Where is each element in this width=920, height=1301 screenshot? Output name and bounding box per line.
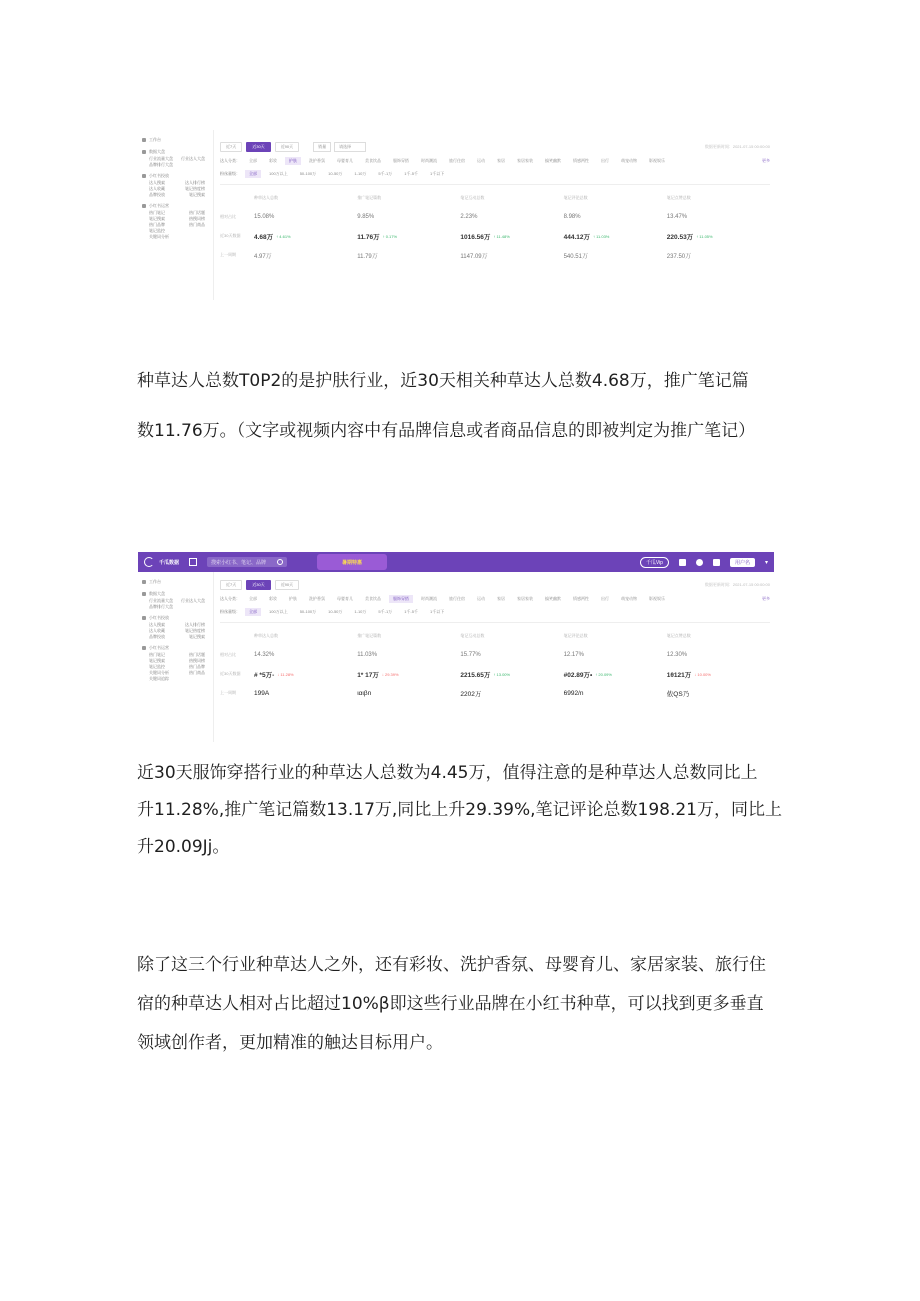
- divider: [220, 622, 770, 623]
- ratio-value: 15.08%: [254, 214, 275, 220]
- current-value-cell: [667, 229, 770, 243]
- filter-chip[interactable]: 100万以上: [269, 608, 288, 614]
- ratio-value: 9.85%: [357, 214, 375, 220]
- previous-value: 237.50万: [666, 253, 692, 260]
- filter-chip[interactable]: 时尚潮流: [421, 595, 437, 601]
- current-value-cell: [564, 229, 667, 243]
- current-value: #02.89万•: [563, 671, 593, 679]
- sidebar-section[interactable]: [142, 644, 213, 652]
- previous-value: 1147.09万: [460, 253, 488, 260]
- category-filter: [220, 592, 770, 605]
- ratio-value: 15.77%: [460, 652, 481, 658]
- sidebar-section-label: 小红书投放: [149, 615, 169, 620]
- filter-chip[interactable]: 10-50万: [328, 608, 343, 614]
- current-value: 1θ121万: [666, 671, 692, 679]
- stat-header: 推广笔记篇数: [357, 195, 382, 200]
- sidebar-section[interactable]: [142, 202, 213, 210]
- current-value: # *5万-: [254, 671, 275, 679]
- stat-header: 笔记评论总数: [563, 633, 588, 638]
- filter-chip[interactable]: 彩妆: [269, 157, 277, 163]
- filter-chip[interactable]: 服饰穿搭: [389, 595, 413, 603]
- sidebar-item[interactable]: 热门商品: [189, 670, 205, 675]
- sidebar-item[interactable]: 热门笔记: [149, 210, 165, 215]
- sidebar-section[interactable]: [142, 172, 213, 180]
- filter-chip[interactable]: 洗护香氛: [309, 595, 325, 601]
- user-menu[interactable]: 用户名: [730, 558, 755, 567]
- message-icon[interactable]: [713, 559, 720, 566]
- filter-chip[interactable]: 护肤: [285, 157, 301, 165]
- row-label: 近30天数据: [220, 233, 241, 238]
- sidebar-item[interactable]: 笔记搜索: [189, 634, 205, 639]
- dashboard-screenshot-apparel: [138, 552, 774, 742]
- vip-button[interactable]: 千瓜Vip: [640, 557, 669, 568]
- fan-level-filter: [220, 167, 770, 180]
- section-icon: [142, 138, 146, 142]
- previous-value: 540.51万: [563, 253, 588, 260]
- change-badge: ↓ 10.00%: [694, 671, 711, 677]
- current-value: 4.68万: [254, 233, 274, 241]
- change-badge: ↑ 11.48%: [493, 233, 510, 239]
- current-value-cell: [254, 229, 357, 243]
- sidebar-section[interactable]: [142, 578, 213, 586]
- filter-label: 达人分类：: [220, 157, 240, 163]
- sidebar-item[interactable]: 行业达人大盘: [181, 156, 205, 161]
- brand-logo-icon: [144, 557, 154, 567]
- sidebar-item[interactable]: 关键词分析: [149, 234, 169, 239]
- filter-chip[interactable]: 运动: [477, 157, 485, 163]
- sidebar-section[interactable]: [142, 614, 213, 622]
- time-tabs: [220, 578, 770, 592]
- row-label: 相对占比: [220, 214, 236, 219]
- sidebar-item[interactable]: 笔记搜索: [149, 658, 165, 663]
- filter-chip[interactable]: 家居家装: [517, 595, 533, 601]
- promo-banner[interactable]: 暑期特惠: [317, 554, 387, 570]
- change-badge: ↑ 11.03%: [592, 233, 610, 239]
- ratio-value: 8.98%: [563, 214, 581, 220]
- filter-chip[interactable]: 1千-5千: [404, 608, 418, 614]
- filter-chip[interactable]: 1-10万: [354, 608, 367, 614]
- previous-value: 6992/n: [563, 689, 584, 697]
- filter-chip[interactable]: 出行: [601, 157, 609, 163]
- filter-chip[interactable]: 运动: [477, 595, 485, 601]
- sidebar-section-label: 工作台: [149, 137, 161, 142]
- stat-header: 种草达人总数: [254, 633, 278, 638]
- main-panel: [220, 140, 770, 262]
- sidebar-item[interactable]: 品牌排行大盘: [149, 162, 173, 167]
- text-line: 种草达人总数T0P2的是护肤行业，近30天相关种草达人总数4.68万，推广笔记篇: [137, 371, 749, 391]
- divider: [220, 184, 770, 185]
- sidebar-section-label: 小红书投放: [149, 173, 169, 178]
- filter-chip[interactable]: 全部: [249, 157, 257, 163]
- sidebar-item[interactable]: 行业达人大盘: [181, 598, 205, 603]
- ratio-value: 2.23%: [460, 214, 478, 220]
- current-value: 1016.56万: [460, 233, 491, 241]
- filter-chip[interactable]: 萌宠动物: [621, 595, 637, 601]
- previous-value: 199A: [254, 689, 270, 697]
- sidebar-item[interactable]: 达人搜索: [149, 622, 165, 627]
- sidebar-item[interactable]: 达人排行榜: [185, 622, 205, 627]
- filter-label: 粉丝量级：: [220, 608, 240, 614]
- sidebar-section-label: 数据大盘: [149, 149, 165, 154]
- current-value-cell: [460, 229, 563, 243]
- apps-icon[interactable]: [679, 559, 686, 566]
- apps-grid-icon[interactable]: [189, 558, 197, 566]
- filter-chip[interactable]: 彩妆: [269, 595, 277, 601]
- current-value-cell: [254, 667, 357, 681]
- more-filters-link[interactable]: 更多: [762, 157, 770, 163]
- sidebar-item[interactable]: 达人排行榜: [185, 180, 205, 185]
- sidebar-item[interactable]: 达人收藏: [149, 628, 165, 633]
- filter-chip[interactable]: 100万以上: [269, 170, 288, 176]
- sidebar-item[interactable]: 笔记热度榜: [185, 628, 205, 633]
- ratio-value: 11.03%: [357, 652, 378, 658]
- stats-table: [220, 195, 770, 262]
- filter-chip[interactable]: 搞笑幽默: [545, 595, 561, 601]
- row-label: 上一周期: [220, 690, 236, 695]
- change-badge: ↑ 20.09%: [595, 671, 612, 677]
- category-filter: [220, 154, 770, 167]
- sidebar-item[interactable]: 达人搜索: [149, 180, 165, 185]
- sidebar-item[interactable]: 热门品牌: [189, 664, 205, 669]
- filter-chip[interactable]: 10-50万: [328, 170, 343, 176]
- filter-chip[interactable]: 服饰穿搭: [393, 157, 409, 163]
- previous-value: 11.79万: [357, 253, 378, 260]
- time-tab[interactable]: 近90天: [275, 580, 299, 590]
- filter-chip[interactable]: 50-100万: [299, 170, 317, 176]
- sidebar-item[interactable]: 达人收藏: [149, 186, 165, 191]
- filter-chip[interactable]: 洗护香氛: [309, 157, 325, 163]
- sidebar-section-label: 数据大盘: [149, 591, 165, 596]
- fan-level-filter: [220, 605, 770, 618]
- sidebar-item[interactable]: 品牌投放: [149, 192, 165, 197]
- filter-chip[interactable]: 5千-1万: [378, 170, 393, 176]
- sidebar-section[interactable]: [142, 148, 213, 156]
- filter-chip[interactable]: 5千-1万: [378, 608, 393, 614]
- text-line: 除了这三个行业种草达人之外，还有彩妆、洗护香氛、母婴育儿、家居家装、旅行住: [137, 955, 766, 975]
- change-badge: ↓ 11.28%: [277, 671, 294, 677]
- sidebar-item[interactable]: 热搜词榜: [189, 216, 205, 221]
- current-value: 444.12万: [563, 233, 590, 241]
- filter-chip[interactable]: 美食饮品: [365, 157, 381, 163]
- time-tab[interactable]: 近30天: [246, 580, 270, 590]
- filter-chip[interactable]: 母婴育儿: [337, 595, 353, 601]
- change-badge: ↑ 0.17%: [382, 233, 398, 239]
- section-icon: [142, 580, 146, 584]
- spacer: [142, 240, 213, 244]
- sidebar: [138, 572, 214, 742]
- sidebar-section-label: 小红书运营: [149, 203, 169, 208]
- header-spacer: [220, 633, 254, 643]
- filter-chip[interactable]: 家居家装: [517, 157, 533, 163]
- help-icon[interactable]: [696, 559, 703, 566]
- sidebar-item[interactable]: 笔记搜索: [149, 216, 165, 221]
- stat-header: 笔记点赞总数: [666, 633, 691, 638]
- filter-label: 粉丝量级：: [220, 170, 240, 176]
- sidebar-item[interactable]: 热门话题: [189, 652, 205, 657]
- main-panel: [220, 578, 770, 700]
- filter-chip[interactable]: 家居: [497, 595, 505, 601]
- stats-table: [220, 633, 770, 700]
- filter-chip[interactable]: 1千以下: [429, 608, 445, 614]
- filter-chip[interactable]: 萌宠动物: [621, 157, 637, 163]
- filter-chip[interactable]: 旅行住宿: [449, 157, 465, 163]
- sidebar-section-label: 工作台: [149, 579, 161, 584]
- section-icon: [142, 174, 146, 178]
- filter-chip[interactable]: 全部: [245, 608, 261, 616]
- filter-chip[interactable]: 影视娱乐: [649, 157, 665, 163]
- paragraph-apparel: [137, 755, 787, 866]
- filter-chip[interactable]: 家居: [497, 157, 505, 163]
- stat-header: 笔记点赞总数: [666, 195, 691, 200]
- sidebar-item[interactable]: 品牌投放: [149, 634, 165, 639]
- sidebar-item[interactable]: 热门话题: [189, 210, 205, 215]
- current-value-cell: [460, 667, 563, 681]
- row-label: 相对占比: [220, 652, 236, 657]
- sidebar-section-label: 小红书运营: [149, 645, 169, 650]
- current-value-cell: [564, 667, 667, 681]
- sidebar-item[interactable]: 笔记搜索: [189, 192, 205, 197]
- filter-chip[interactable]: 影视娱乐: [649, 595, 665, 601]
- time-tab[interactable]: 近90天: [275, 142, 299, 152]
- previous-value: 4.97万: [254, 253, 272, 260]
- previous-value: 侬QS乃: [666, 690, 690, 698]
- sort-select[interactable]: 销量: [313, 142, 331, 152]
- time-tab[interactable]: 近7天: [220, 580, 242, 590]
- filter-label: 达人分类：: [220, 595, 240, 601]
- filter-chip[interactable]: 母婴育儿: [337, 157, 353, 163]
- sidebar-section[interactable]: [142, 136, 213, 144]
- row-label: 上一周期: [220, 252, 236, 257]
- filter-chip[interactable]: 时尚潮流: [421, 157, 437, 163]
- update-time: 数据更新时间：2021-07-15 00:00:00: [704, 582, 770, 587]
- text-line: 领域创作者，更加精准的触达目标用户。: [137, 1033, 443, 1053]
- sidebar-item[interactable]: 笔记热度榜: [185, 186, 205, 191]
- text-line: 升11.28%,推广笔记篇数13.17万,同比上升29.39%,笔记评论总数198.21万，同比上: [137, 800, 783, 820]
- change-badge: ↑ 11.05%: [696, 233, 713, 239]
- filter-chip[interactable]: 美食饮品: [365, 595, 381, 601]
- sidebar-item[interactable]: 热搜词榜: [189, 658, 205, 663]
- brand-name: 千瓜数据: [159, 559, 180, 566]
- current-value-cell: [357, 229, 460, 243]
- sidebar-item[interactable]: 行业流量大盘: [149, 598, 173, 603]
- chevron-down-icon[interactable]: ▾: [764, 559, 768, 566]
- ratio-value: 12.17%: [563, 652, 584, 658]
- section-icon: [142, 646, 146, 650]
- filter-chip[interactable]: 旅行住宿: [449, 595, 465, 601]
- dashboard-screenshot-skincare: [138, 130, 774, 300]
- section-icon: [142, 150, 146, 154]
- filter-chip[interactable]: 50-100万: [299, 608, 317, 614]
- text-line: 宿的种草达人相对占比超过10%β即这些行业品牌在小红书种草，可以找到更多垂直: [137, 994, 764, 1014]
- change-badge: ↓ 29.39%: [381, 671, 399, 677]
- section-icon: [142, 592, 146, 596]
- stat-header: 种草达人总数: [254, 195, 278, 200]
- sidebar-item[interactable]: 关键词分析: [149, 670, 169, 675]
- sidebar-item[interactable]: 热门品牌: [149, 222, 165, 227]
- filter-chip[interactable]: 1-10万: [354, 170, 367, 176]
- section-icon: [142, 204, 146, 208]
- filter-chip[interactable]: 情感两性: [573, 595, 589, 601]
- filter-chip[interactable]: 1千-5千: [404, 170, 418, 176]
- ratio-value: 12.30%: [666, 652, 688, 658]
- text-line: 数11.76万。（文字或视频内容中有品牌信息或者商品信息的即被判定为推广笔记）: [137, 421, 756, 441]
- paragraph-other-industries: [137, 948, 787, 1065]
- global-search-input[interactable]: [207, 557, 287, 567]
- current-value: 2215.65万: [460, 671, 491, 679]
- filter-chip[interactable]: 搞笑幽默: [545, 157, 561, 163]
- stat-header: 笔记评论总数: [563, 195, 588, 200]
- sidebar-item[interactable]: 笔记监控: [149, 664, 165, 669]
- section-icon: [142, 616, 146, 620]
- search-icon[interactable]: [277, 559, 283, 565]
- ratio-value: 14.32%: [254, 652, 275, 658]
- stat-header: 笔记互动总数: [460, 633, 485, 638]
- row-label: 近30天数据: [220, 671, 241, 676]
- ratio-value: 13.47%: [666, 214, 688, 220]
- filter-chip[interactable]: 全部: [249, 595, 257, 601]
- select-dropdown[interactable]: 请选择: [334, 142, 366, 152]
- update-time: 数据更新时间：2021-07-15 00:00:00: [704, 144, 770, 149]
- change-badge: ↑ 13.00%: [493, 671, 511, 677]
- current-value-cell: [667, 667, 770, 681]
- more-filters-link[interactable]: 更多: [762, 595, 770, 601]
- top-nav-bar: [138, 552, 774, 572]
- sidebar-item[interactable]: 关键词追踪: [149, 676, 169, 681]
- previous-value: 2202万: [460, 690, 482, 698]
- current-value: 11.76万: [357, 233, 380, 241]
- filter-chip[interactable]: 全部: [245, 170, 261, 178]
- current-value: 220.53万: [666, 233, 694, 241]
- text-line: 升20.09Jj。: [137, 837, 230, 857]
- text-line: 近30天服饰穿搭行业的种草达人总数为4.45万，值得注意的是种草达人总数同比上: [137, 763, 758, 783]
- sidebar-item[interactable]: 热门笔记: [149, 652, 165, 657]
- search-placeholder: 搜索小红书、笔记、品牌: [211, 559, 267, 566]
- spacer: [142, 682, 213, 686]
- stat-header: 笔记互动总数: [460, 195, 485, 200]
- top-nav-actions: [640, 557, 768, 568]
- sidebar-item[interactable]: 品牌排行大盘: [149, 604, 173, 609]
- filter-chip[interactable]: 护肤: [289, 595, 297, 601]
- current-value-cell: [357, 667, 460, 681]
- time-tabs: [220, 140, 770, 154]
- change-badge: ↑ 4.61%: [276, 233, 291, 239]
- sidebar: [138, 130, 214, 300]
- header-spacer: [220, 195, 254, 205]
- current-value: 1* 17万: [357, 671, 379, 679]
- time-tab[interactable]: 近30天: [246, 142, 270, 152]
- stat-header: 推广笔记篇数: [357, 633, 382, 638]
- time-tab[interactable]: 近7天: [220, 142, 242, 152]
- sidebar-item[interactable]: 笔记监控: [149, 228, 165, 233]
- filter-chip[interactable]: 情感两性: [573, 157, 589, 163]
- sidebar-section[interactable]: [142, 590, 213, 598]
- paragraph-skincare: [137, 364, 787, 448]
- filter-chip[interactable]: 出行: [601, 595, 609, 601]
- filter-chip[interactable]: 1千以下: [429, 170, 445, 176]
- previous-value: ιαιβn: [357, 689, 372, 697]
- sidebar-item[interactable]: 行业流量大盘: [149, 156, 173, 161]
- sidebar-item[interactable]: 热门商品: [189, 222, 205, 227]
